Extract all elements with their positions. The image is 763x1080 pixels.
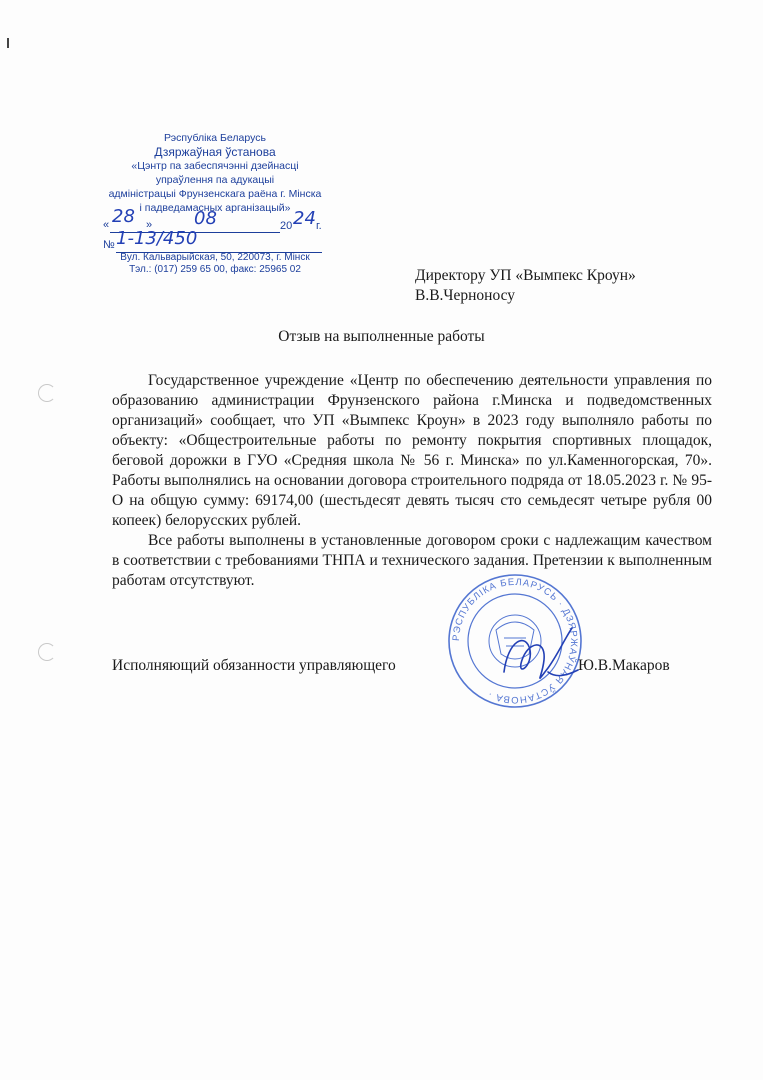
recipient-line-2: В.В.Черноносу [415, 287, 516, 304]
letterhead-address-block [100, 252, 330, 276]
recipient-block [415, 266, 636, 306]
letterhead-address: Вул. Кальварыйская, 50, 220073, г. Мінск [120, 252, 310, 263]
scan-mark [7, 38, 9, 48]
date-day: 28 [112, 206, 135, 227]
letterhead-line-5: адміністрацыі Фрунзенскага раёна г. Мінска [108, 188, 322, 200]
handwritten-signature [486, 620, 586, 700]
letterhead-line-6: і падведамасных арганізацый» [139, 202, 291, 214]
letterhead-line-2: Дзяржаўная ўстанова [154, 145, 276, 159]
date-year-prefix: 20 [280, 220, 293, 232]
letterhead-phone: Тэл.: (017) 259 65 00, факс: 25965 02 [129, 264, 301, 275]
signatory-name: Ю.В.Макаров [578, 657, 670, 674]
date-year-end: г. [316, 220, 322, 232]
date-month: 08 [194, 208, 217, 229]
outgoing-number: 1-13/450 [116, 228, 198, 249]
date-quote-close: » [146, 219, 153, 231]
punch-hole-top [38, 384, 56, 402]
signatory-role: Исполняющий обязанности управляющего [112, 657, 396, 674]
number-prefix: № [103, 239, 115, 251]
letterhead-line-3: «Цэнтр па забеспячэнні дзейнасці [131, 160, 299, 172]
body-paragraph-2: Все работы выполнены в установленные договором сроки с надлежащим качеством в соответствии с требованиями ТНПА и технического задания. Претензии к выполненным работам отсутствуют. [112, 532, 712, 589]
letterhead-line-4: упраўлення па адукацыі [155, 174, 275, 186]
date-quote-open: « [103, 219, 110, 231]
recipient-line-1: Директору УП «Вымпекс Кроун» [415, 267, 636, 284]
stamp-outer-text: РЭСПУБЛІКА БЕЛАРУСЬ · ДЗЯРЖАЎНАЯ ЎСТАНОВА · [450, 576, 580, 706]
punch-hole-bottom [38, 643, 56, 661]
document-body [112, 371, 712, 591]
letterhead [100, 131, 330, 215]
date-year-suffix: 24 [293, 208, 316, 229]
document-title: Отзыв на выполненные работы [278, 328, 485, 345]
body-paragraph-1: Государственное учреждение «Центр по обеспечению деятельности управления по образованию администрации Фрунзенского района г.Минска и подведомственных организаций» сообщает, что УП «Вымпекс Кроун» в 2023 году выполняло работы по объекту: «Общестроительные работы по ремонту покрытия спортивных площадок, беговой дорожки в ГУО «Средняя школа № 56 г. Минска» по ул.Каменногорская, 70». Работы выполнялись на основании договора строительного подряда от 18.05.2023 г. № 95-О на общую сумму: 69174,00 (шестьдесят девять тысяч сто семьдесят четыре рубля 00 копеек) белорусских рублей. [112, 372, 712, 529]
letterhead-line-1: Рэспубліка Беларусь [164, 132, 266, 144]
